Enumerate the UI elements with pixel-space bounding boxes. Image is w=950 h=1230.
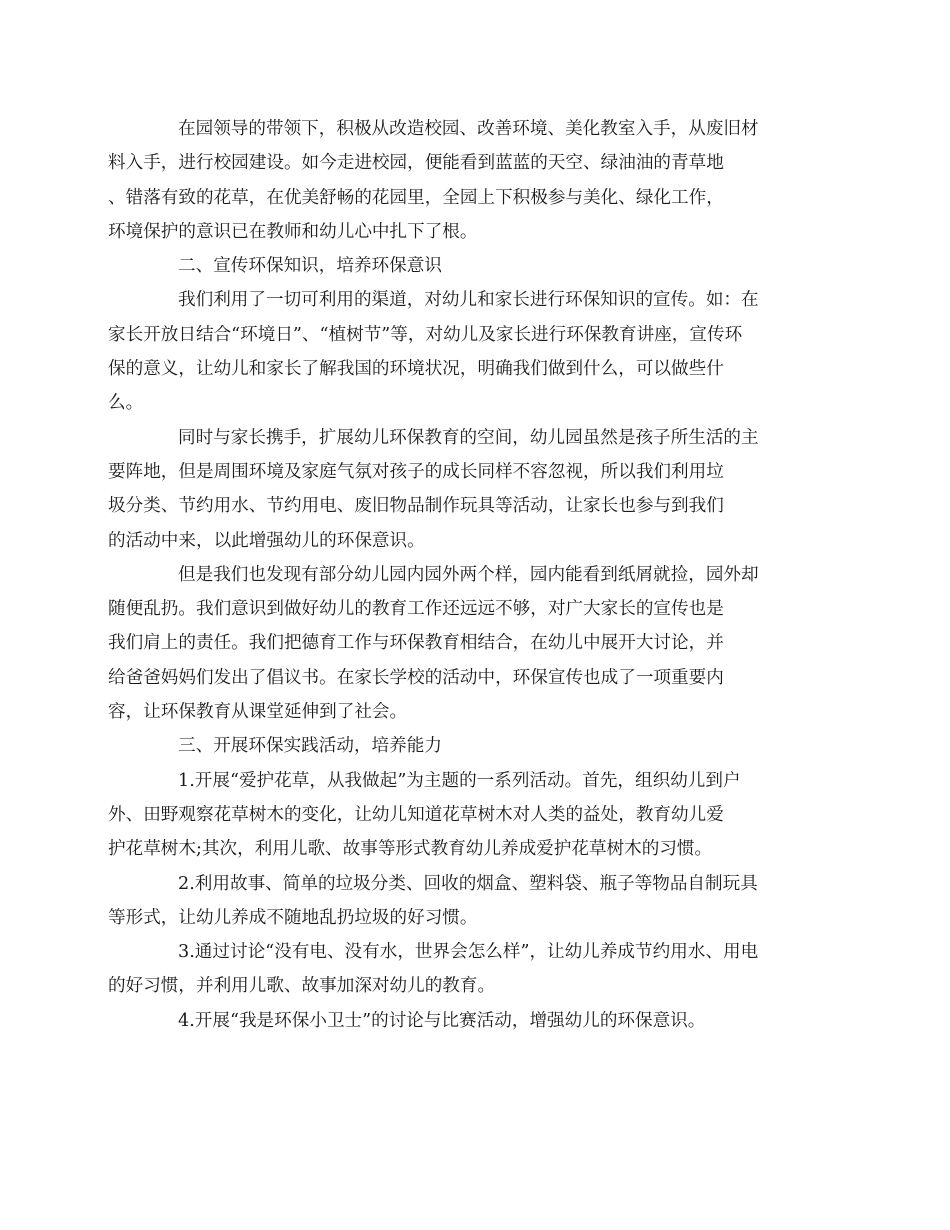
list-item xyxy=(108,867,813,936)
list-item xyxy=(143,1004,813,1038)
heading-text: 二、宣传环保知识，培养环保意识 xyxy=(178,256,442,277)
text-line: 3.通过讨论“没有电、没有水，世界会怎么样”，让幼儿养成节约用水、用电 xyxy=(178,942,759,963)
text-line: 的活动中来，以此增强幼儿的环保意识。 xyxy=(108,530,425,551)
section-heading xyxy=(143,249,813,283)
text-line: 要阵地，但是周围环境及家庭气氛对孩子的成长同样不容忽视，所以我们利用垃 xyxy=(108,461,724,482)
text-line: 同时与家长携手，扩展幼儿环保教育的空间，幼儿园虽然是孩子所生活的主 xyxy=(178,427,759,448)
paragraph xyxy=(108,112,813,249)
text-line: 给爸爸妈妈们发出了倡议书。在家长学校的活动中，环保宣传也成了一项重要内 xyxy=(108,667,724,688)
list-item xyxy=(108,935,813,1004)
text-line: 等形式，让幼儿养成不随地乱扔垃圾的好习惯。 xyxy=(108,907,478,928)
text-line: 保的意义，让幼儿和家长了解我国的环境状况，明确我们做到什么，可以做些什 xyxy=(108,359,724,380)
text-line: 的好习惯，并利用儿歌、故事加深对幼儿的教育。 xyxy=(108,976,496,997)
text-line: 我们利用了一切可利用的渠道，对幼儿和家长进行环保知识的宣传。如：在 xyxy=(178,290,759,311)
text-line: 么。 xyxy=(108,393,144,414)
text-line: 外、田野观察花草树木的变化，让幼儿知道花草树木对人类的益处，教育幼儿爱 xyxy=(108,804,724,825)
text-line: 4.开展“我是环保小卫士”的讨论与比赛活动，增强幼儿的环保意识。 xyxy=(178,1010,706,1031)
document-body xyxy=(108,112,813,1038)
text-line: 圾分类、节约用水、节约用电、废旧物品制作玩具等活动，让家长也参与到我们 xyxy=(108,496,724,517)
text-line: 环境保护的意识已在教师和幼儿心中扎下了根。 xyxy=(108,221,478,242)
paragraph xyxy=(108,421,813,558)
list-item xyxy=(108,764,813,867)
text-line: 1.开展“爱护花草，从我做起”为主题的一系列活动。首先，组织幼儿到户 xyxy=(178,770,741,791)
heading-text: 三、开展环保实践活动，培养能力 xyxy=(178,736,442,757)
text-line: 2.利用故事、简单的垃圾分类、回收的烟盒、塑料袋、瓶子等物品自制玩具 xyxy=(178,873,758,894)
text-line: 我们肩上的责任。我们把德育工作与环保教育相结合，在幼儿中展开大讨论，并 xyxy=(108,633,724,654)
paragraph xyxy=(108,283,813,420)
text-line: 但是我们也发现有部分幼儿园内园外两个样，园内能看到纸屑就捡，园外却 xyxy=(178,564,759,585)
text-line: 、错落有致的花草，在优美舒畅的花园里，全园上下积极参与美化、绿化工作， xyxy=(108,187,724,208)
text-line: 容，让环保教育从课堂延伸到了社会。 xyxy=(108,702,408,723)
text-line: 随便乱扔。我们意识到做好幼儿的教育工作还远远不够，对广大家长的宣传也是 xyxy=(108,599,724,620)
section-heading xyxy=(143,729,813,763)
text-line: 护花草树木;其次，利用儿歌、故事等形式教育幼儿养成爱护花草树木的习惯。 xyxy=(108,839,713,860)
text-line: 家长开放日结合“环境日”、“植树节”等，对幼儿及家长进行环保教育讲座，宣传环 xyxy=(108,324,743,345)
text-line: 在园领导的带领下，积极从改造校园、改善环境、美化教室入手，从废旧材 xyxy=(178,119,759,139)
paragraph xyxy=(108,558,813,729)
text-line: 料入手，进行校园建设。如今走进校园，便能看到蓝蓝的天空、绿油油的青草地 xyxy=(108,153,724,174)
